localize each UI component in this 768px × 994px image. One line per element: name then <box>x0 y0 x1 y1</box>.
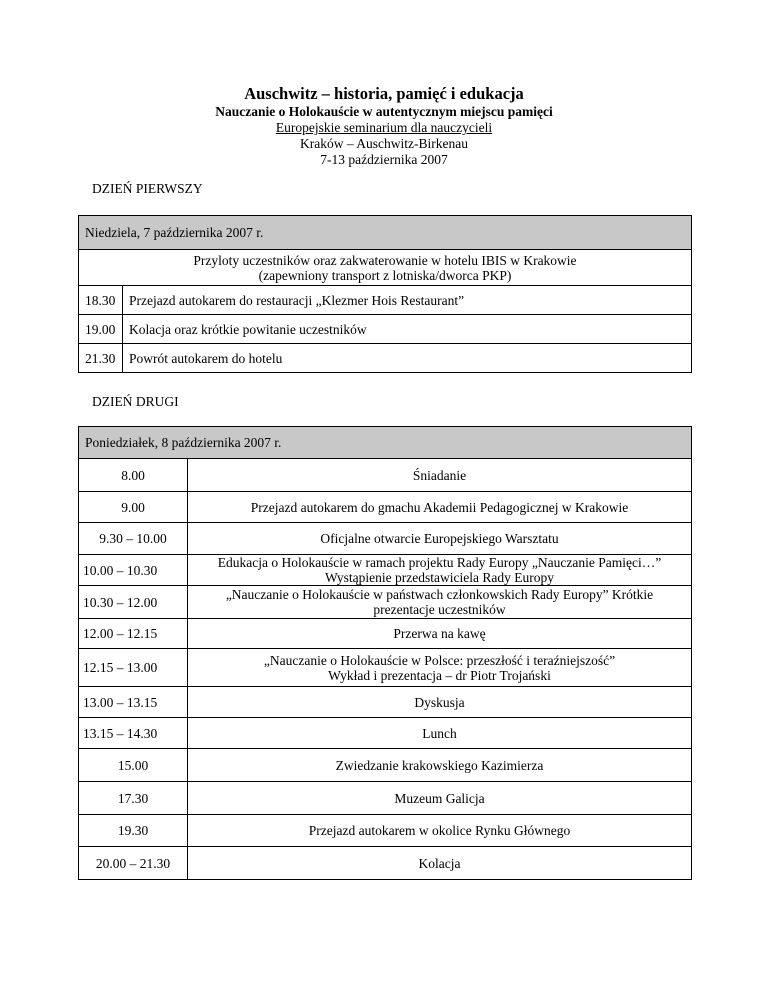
row-time: 12.00 – 12.15 <box>79 619 188 649</box>
row-text <box>188 555 692 586</box>
row-text-line2: Wykład i prezentacja – dr Piotr Trojański <box>328 667 551 683</box>
table-row <box>79 847 692 880</box>
table-row <box>79 459 692 492</box>
table-row <box>79 649 692 687</box>
row-text-line2: Wystąpienie przedstawiciela Rady Europy <box>325 570 554 585</box>
row-time: 21.30 <box>79 344 123 373</box>
table-row <box>79 687 692 718</box>
row-text: Przejazd autokarem w okolice Rynku Głównego <box>188 815 692 847</box>
table-row <box>79 344 692 373</box>
day2-date-cell: Poniedziałek, 8 października 2007 r. <box>79 427 692 459</box>
document-subtitle: Nauczanie o Holokauście w autentycznym miejscu pamięci <box>215 104 553 119</box>
day1-intro-line1: Przyloty uczestników oraz zakwaterowanie w hotelu IBIS w Krakowie <box>193 252 577 268</box>
row-text-line1: „Nauczanie o Holokauście w Polsce: przeszłość i teraźniejszość” <box>263 652 616 668</box>
row-time: 13.15 – 14.30 <box>79 718 188 749</box>
day1-schedule-table <box>78 215 692 373</box>
row-time: 15.00 <box>79 749 188 782</box>
row-text: Kolacja oraz krótkie powitanie uczestników <box>123 315 692 344</box>
row-text: Kolacja <box>188 847 692 880</box>
row-time: 12.15 – 13.00 <box>79 649 188 687</box>
table-row <box>79 555 692 586</box>
row-text-line2: prezentacje uczestników <box>373 602 506 617</box>
row-time: 18.30 <box>79 286 123 315</box>
row-text: Przerwa na kawę <box>188 619 692 649</box>
day1-intro-line2: (zapewniony transport z lotniska/dworca PKP) <box>258 267 512 283</box>
table-row <box>79 782 692 815</box>
document-title: Auschwitz – historia, pamięć i edukacja <box>244 84 524 103</box>
day1-date-cell: Niedziela, 7 października 2007 r. <box>79 216 692 250</box>
day1-label: DZIEŃ PIERWSZY <box>92 181 203 196</box>
row-time: 20.00 – 21.30 <box>79 847 188 880</box>
table-row <box>79 586 692 619</box>
day1-intro-cell <box>79 250 692 286</box>
row-time: 13.00 – 13.15 <box>79 687 188 718</box>
row-time: 10.00 – 10.30 <box>79 555 188 586</box>
row-time: 19.30 <box>79 815 188 847</box>
row-time: 8.00 <box>79 459 188 492</box>
row-text <box>188 649 692 687</box>
row-text: Muzeum Galicja <box>188 782 692 815</box>
row-time: 9.30 – 10.00 <box>79 523 188 555</box>
place-line: Kraków – Auschwitz-Birkenau <box>300 136 468 151</box>
dates-line: 7-13 października 2007 <box>320 152 448 167</box>
row-text: Oficjalne otwarcie Europejskiego Warsztatu <box>188 523 692 555</box>
table-row <box>79 523 692 555</box>
row-text-line1: „Nauczanie o Holokauście w państwach członkowskich Rady Europy” Krótkie <box>225 587 654 602</box>
row-text: Przejazd autokarem do restauracji „Klezmer Hois Restaurant” <box>123 286 692 315</box>
row-time: 17.30 <box>79 782 188 815</box>
row-time: 9.00 <box>79 492 188 523</box>
table-row <box>79 619 692 649</box>
row-text: Dyskusja <box>188 687 692 718</box>
row-time: 10.30 – 12.00 <box>79 586 188 619</box>
table-row <box>79 315 692 344</box>
table-row <box>79 749 692 782</box>
row-text: Lunch <box>188 718 692 749</box>
row-text: Powrót autokarem do hotelu <box>123 344 692 373</box>
table-row <box>79 815 692 847</box>
row-text: Śniadanie <box>188 459 692 492</box>
row-text <box>188 586 692 619</box>
row-text-line1: Edukacja o Holokauście w ramach projektu Rady Europy „Nauczanie Pamięci…” <box>217 555 662 570</box>
table-row <box>79 492 692 523</box>
row-time: 19.00 <box>79 315 123 344</box>
row-text: Zwiedzanie krakowskiego Kazimierza <box>188 749 692 782</box>
seminar-line: Europejskie seminarium dla nauczycieli <box>275 120 493 135</box>
table-row <box>79 718 692 749</box>
table-row <box>79 286 692 315</box>
day2-label: DZIEŃ DRUGI <box>92 394 179 409</box>
day2-schedule-table <box>78 426 692 880</box>
row-text: Przejazd autokarem do gmachu Akademii Pedagogicznej w Krakowie <box>188 492 692 523</box>
